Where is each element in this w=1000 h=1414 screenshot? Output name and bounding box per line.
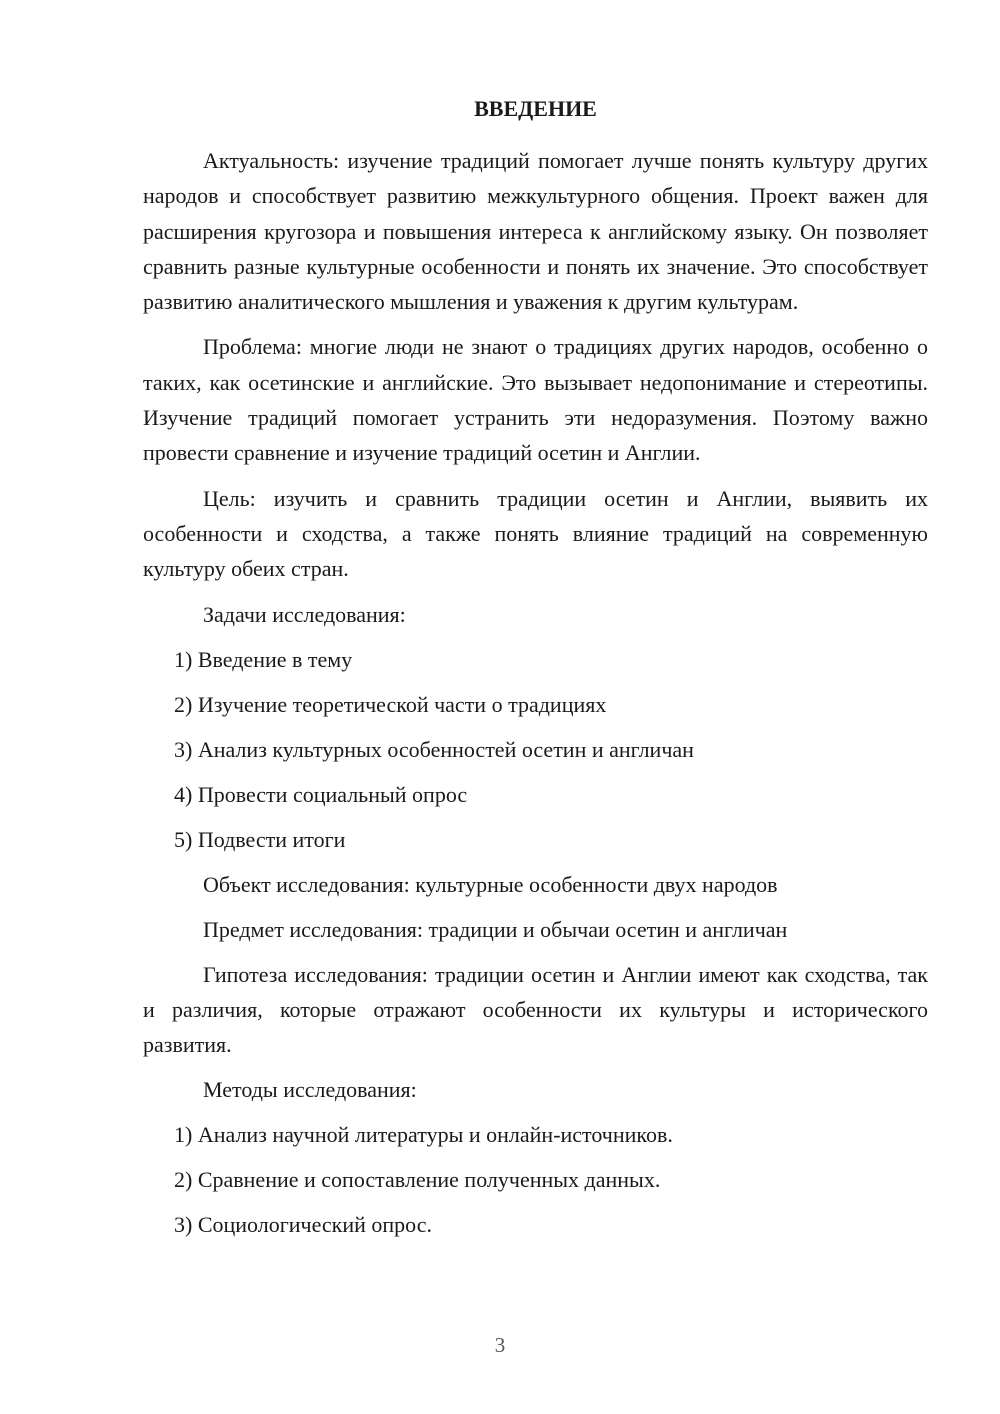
tasks-heading: Задачи исследования:	[203, 601, 406, 627]
method-item: 2) Сравнение и сопоставление полученных данных.	[174, 1167, 661, 1193]
task-item: 5) Подвести итоги	[174, 826, 346, 852]
goal-paragraph: Цель: изучить и сравнить традиции осетин и Англии, выявить их особенности и сходства, а также понять влияние традиций на современную культуру обеих стран.	[143, 485, 928, 582]
method-item: 3) Социологический опрос.	[174, 1212, 432, 1238]
object-line: Объект исследования: культурные особенности двух народов	[203, 871, 778, 897]
task-item: 2) Изучение теоретической части о традициях	[174, 691, 607, 717]
task-item: 1) Введение в тему	[174, 646, 353, 672]
task-item: 4) Провести социальный опрос	[174, 781, 468, 807]
method-item: 1) Анализ научной литературы и онлайн-источников.	[174, 1122, 673, 1148]
methods-heading: Методы исследования:	[203, 1077, 417, 1103]
subject-line: Предмет исследования: традиции и обычаи осетин и англичан	[203, 916, 788, 942]
page-title: ВВЕДЕНИЕ	[474, 96, 597, 121]
relevance-paragraph: Актуальность: изучение традиций помогает лучше понять культуру других народов и способствует развитию межкультурного общения. Проект важен для расширения кругозора и повышения интереса к английскому языку. Он позволяет сравнить разные культурные особенности и понять их значение. Это способствует развитию аналитического мышления и уважения к другим культурам.	[143, 148, 928, 315]
problem-paragraph: Проблема: многие люди не знают о традициях других народов, особенно о таких, как осетинские и английские. Это вызывает недопонимание и стереотипы. Изучение традиций помогает устранить эти недоразумения. Поэтому важно провести сравнение и изучение традиций осетин и Англии.	[143, 334, 928, 466]
page-number: 3	[494, 1333, 506, 1357]
task-item: 3) Анализ культурных особенностей осетин и англичан	[174, 736, 694, 762]
hypothesis-paragraph: Гипотеза исследования: традиции осетин и Англии имеют как сходства, так и различия, которые отражают особенности их культуры и исторического развития.	[143, 961, 928, 1058]
